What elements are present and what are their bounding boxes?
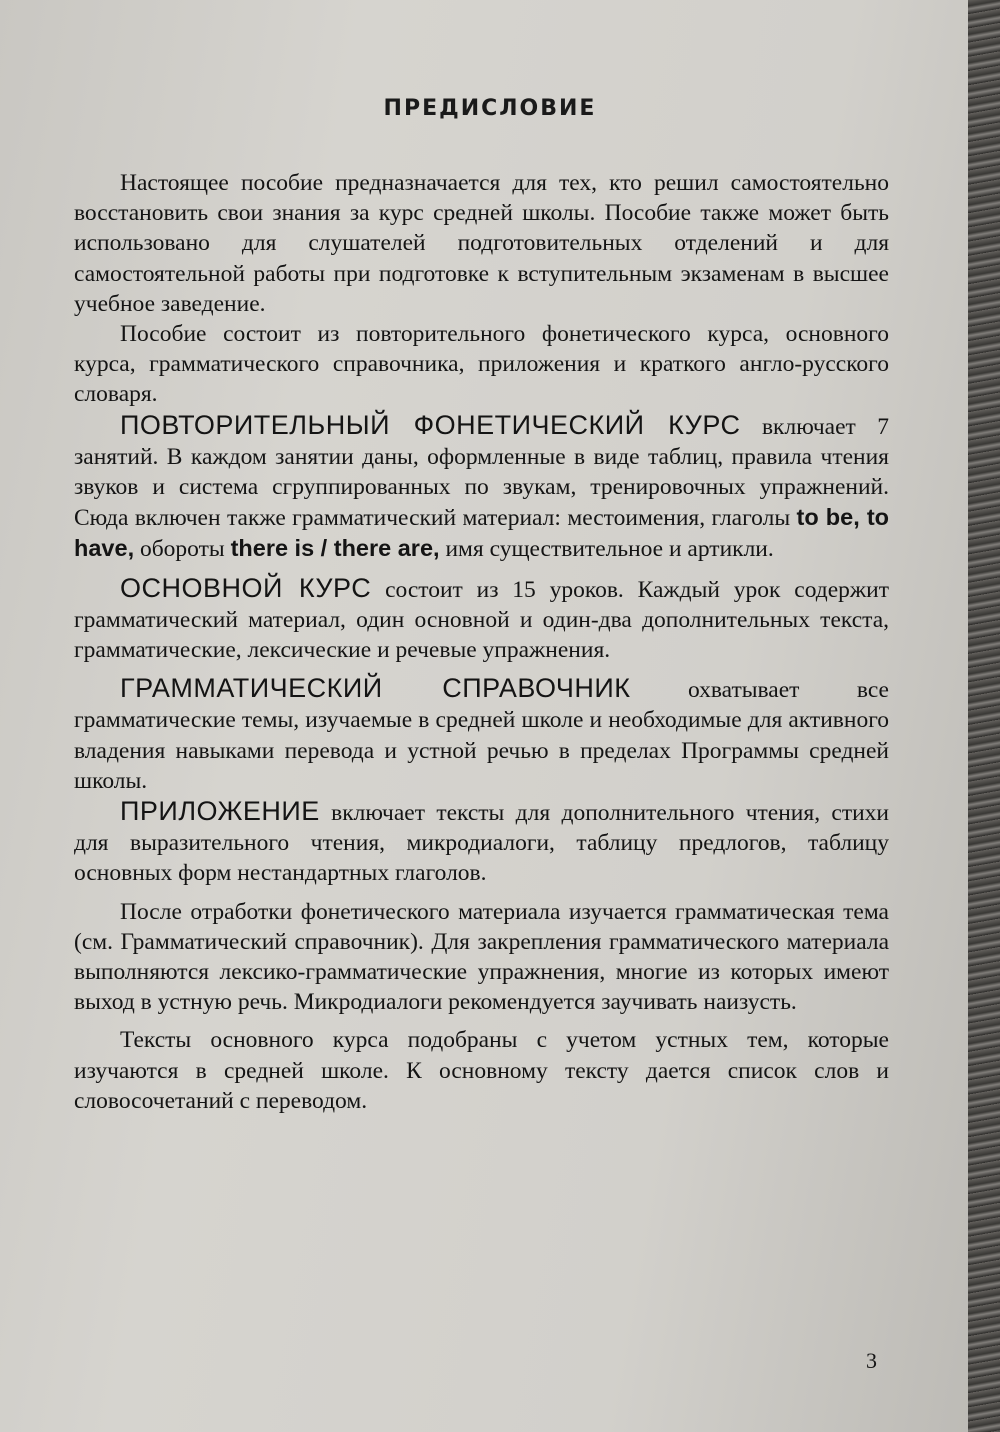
appendix-text: включает тексты для дополнительного чтения, стихи для выразительного чтения, микродиалоги, таблицу предлогов, таблицу основных форм нестандартных глаголов.: [74, 800, 889, 887]
paragraph-texts: Тексты основного курса подобраны с учетом устных тем, которые изучаются в средней школе. К основному тексту дается список слов и словосочетаний с переводом.: [74, 1027, 889, 1114]
preface-body: [74, 168, 889, 1116]
page-title: ПРЕДИСЛОВИЕ: [383, 96, 597, 121]
paragraph-main-course: [74, 573, 889, 666]
paragraph-method: После отработки фонетического материала изучается грамматическая тема (см. Грамматический справочник). Для закрепления грамматического материала выполняются лексико-грамматические упражнения, многие из которых имеют выход в устную речь. Микродиалоги рекомендуется заучивать наизусть.: [74, 898, 889, 1016]
grammar-reference-text: охватывает все грамматические темы, изучаемые в средней школе и необходимые для активного владения навыками перевода и устной речью в пределах Программы средней школы.: [74, 677, 889, 794]
heading-appendix: ПРИЛОЖЕНИЕ: [120, 796, 320, 827]
phonetic-course-text-2: обороты: [134, 536, 231, 563]
paragraph-appendix: [74, 796, 889, 889]
paragraph-grammar-reference: [74, 673, 889, 796]
paragraph-intro: Настоящее пособие предназначается для тех, кто решил самостоятельно восстановить свои знания за курс средней школы. Пособие также может быть использовано для слушателей подготовительных отделений и для самостоятельной работы при подготовке к вступительным экзаменам в высшее учебное заведение.: [74, 170, 889, 317]
page-edge-shadow: [968, 0, 1000, 1432]
paragraph-contents: Пособие состоит из повторительного фонетического курса, основного курса, грамматического справочника, приложения и краткого англо-русского словаря.: [74, 321, 889, 408]
paragraph-phonetic-course: [74, 410, 889, 565]
phonetic-course-text-1: включает 7 занятий. В каждом занятии даны, оформленные в виде таблиц, правила чтения звуков и система сгруппированных по звукам, тренировочных упражнений. Сюда включен также грамматический материал: местоимения, глаголы: [74, 413, 889, 532]
english-constructions: there is / there are,: [230, 535, 440, 562]
phonetic-course-text-3: имя существительное и артикли.: [439, 536, 774, 563]
heading-main-course: ОСНОВНОЙ КУРС: [120, 572, 372, 603]
main-course-text: состоит из 15 уроков. Каждый урок содержит грамматический материал, один основной и один-два дополнительных текста, грамматические, лексические и речевые упражнения.: [74, 576, 889, 664]
heading-phonetic-course: ПОВТОРИТЕЛЬНЫЙ ФОНЕТИЧЕСКИЙ КУРС: [120, 409, 741, 440]
page-number: 3: [866, 1348, 877, 1373]
english-verbs: to be, to have,: [74, 504, 890, 562]
heading-grammar-reference: ГРАММАТИЧЕСКИЙ СПРАВОЧНИК: [120, 673, 631, 704]
